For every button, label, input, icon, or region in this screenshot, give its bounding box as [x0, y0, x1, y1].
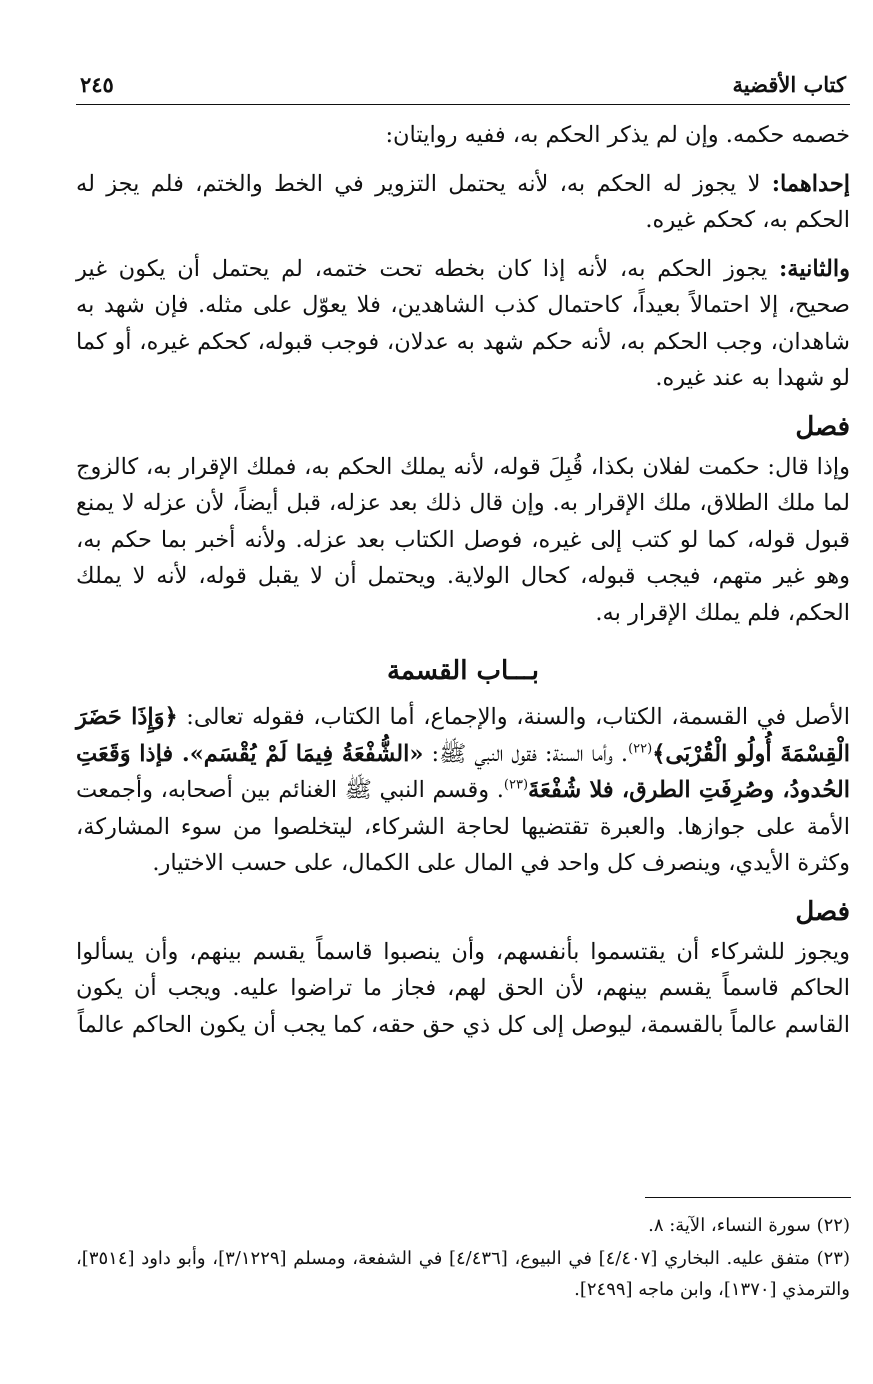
- first-narration-text: لا يجوز له الحكم به، لأنه يحتمل التزوير في الخط والختم، فلم يجز له الحكم به، كحكم غيره.: [76, 170, 850, 233]
- second-narration-text: يجوز الحكم به، لأنه إذا كان بخطه تحت ختمه، لم يحتمل أن يكون غير صحيح، إلا احتمالاً بعيداً، كاحتمال كذب الشاهدين، فلا يعوّل على مثله. فإن شهد به شاهدان، وجب الحكم به، لأنه حكم شهد به عدلان، فوجب قبوله، كحكم غيره، أو كما لو شهدا به عند غيره.: [76, 255, 850, 391]
- footnote-ref-22: (٢٢): [628, 741, 653, 756]
- paragraph-continued: خصمه حكمه. وإن لم يذكر الحكم به، ففيه روايتان:: [385, 122, 850, 148]
- hadith-quote: «الشُّفْعَةُ فِيمَا لَمْ يُقْسَم». فإذا وَقَعَتِ الحُدودُ، وصُرِفَتِ الطرق، فلا شُفْعَةَ: [76, 740, 850, 803]
- paragraph-first-narration: [76, 166, 850, 239]
- book-title: كتاب الأقضية: [732, 72, 846, 97]
- footnote-22: (٢٢) سورة النساء، الآية: ٨.: [648, 1215, 850, 1236]
- footnote-divider: [645, 1197, 851, 1198]
- chapter-text-part-3: . وقسم النبي ﷺ الغنائم بين أصحابه، وأجمعت الأمة على جوازها. والعبرة تقتضيها لحاجة الشركاء، ليتخلصوا من سوء المشاركة، وكثرة الأيدي، وينصرف كل واحد في المال على الكمال، على حسب الاختيار.: [76, 777, 850, 876]
- section-2-text: ويجوز للشركاء أن يقتسموا بأنفسهم، وأن ينصبوا قاسماً يقسم بينهم، وأن يسألوا الحاكم قاسماً يقسم بينهم، لأن الحق لهم، فجاز ما تراضوا عليه. ويجب أن يكون القاسم عالماً بالقسمة، ليوصل إلى كل ذي حق حقه، كما يجب أن يكون الحاكم عالماً: [76, 938, 850, 1038]
- footnote-ref-23: (٢٣): [503, 777, 529, 793]
- second-narration-lead: والثانية:: [778, 255, 850, 282]
- paragraph-second-narration: [76, 251, 850, 397]
- page-number: ٢٤٥: [80, 72, 114, 97]
- section-1-text: وإذا قال: حكمت لفلان بكذا، قُبِلَ قوله، لأنه يملك الحكم به، فملك الإقرار به، كالزوج لما ملك الطلاق، ملك الإقرار به. وإن قال ذلك بعد عزله، قبل أيضاً، لأن عزله لا يمنع قبول قوله، كما لو كتب إلى غيره، فوصل الكتاب بعد عزله. ولأنه أخبر بما حكم به، وهو غير متهم، فيجب قبوله، كحال الولاية. ويحتمل أن لا يقبل قوله، لأنه لا يملك الحكم، فلم يملك الإقرار به.: [76, 453, 850, 626]
- first-narration-lead: إحداهما:: [771, 170, 850, 197]
- footnote-23: (٢٣) متفق عليه. البخاري [٤/٤٠٧] في البيوع، [٤/٤٣٦] في الشفعة، ومسلم [٣/١٢٢٩]، وأبو داود [٣٥١٤]، والترمذي [١٣٧٠]، وابن ماجه [٢٤٩٩].: [76, 1248, 851, 1300]
- chapter-title: بـــاب القسمة: [386, 656, 539, 686]
- chapter-text-part-2: . وأما السنة: فقول النبي ﷺ:: [423, 740, 629, 767]
- section-heading-1: فصل: [795, 411, 850, 442]
- quran-verse: ﴿وَإِذَا حَضَرَ الْقِسْمَةَ أُولُو الْقُرْبَى﴾: [76, 704, 851, 767]
- section-heading-2: فصل: [795, 896, 850, 927]
- footnotes: [76, 1210, 850, 1307]
- body-text: [76, 117, 850, 1043]
- chapter-text: [76, 699, 850, 882]
- page: [76, 60, 850, 1055]
- chapter-text-part-1: الأصل في القسمة، الكتاب، والسنة، والإجماع، أما الكتاب، فقوله تعالى:: [177, 704, 850, 730]
- running-head: [76, 60, 850, 105]
